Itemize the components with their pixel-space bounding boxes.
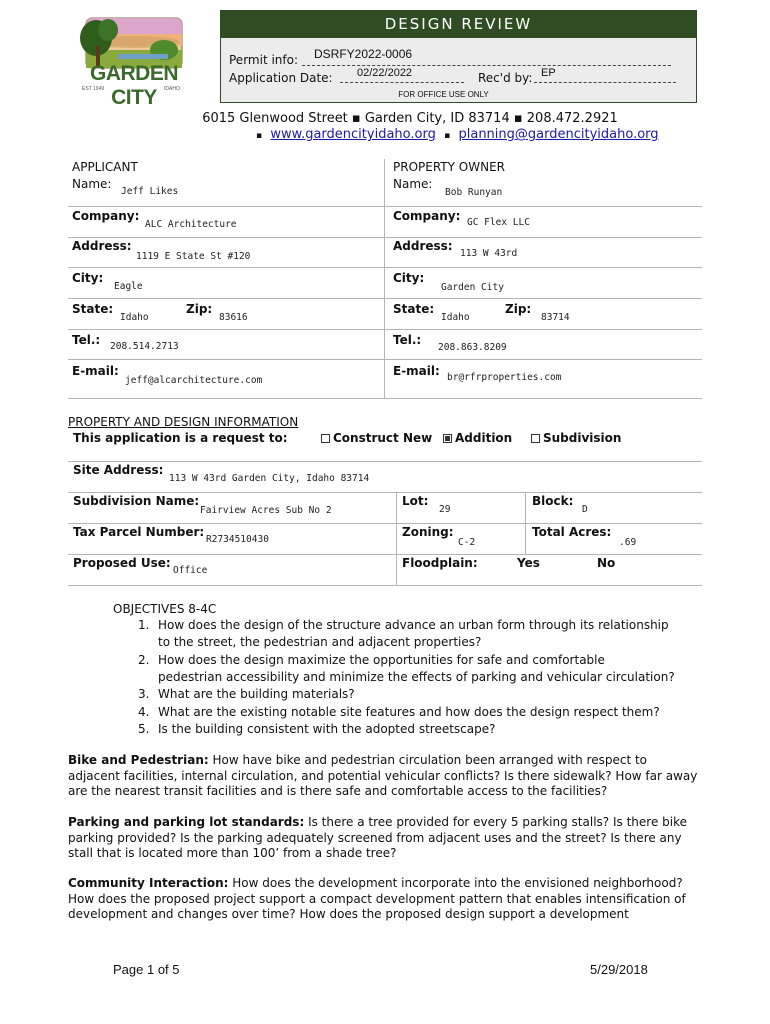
- objective-number: 2.: [138, 653, 150, 667]
- proposed-use-field[interactable]: Office: [173, 565, 208, 576]
- subdivision-name-field[interactable]: Fairview Acres Sub No 2: [200, 505, 332, 516]
- column-divider: [384, 159, 385, 398]
- applicant-company-field[interactable]: ALC Architecture: [145, 219, 237, 230]
- objective-number: 3.: [138, 687, 150, 701]
- option-subdivision[interactable]: [531, 431, 621, 445]
- floodplain-label: Floodplain:: [402, 556, 478, 570]
- objective-text: to the street, the pedestrian and adjacent properties?: [158, 635, 482, 649]
- section-title: Parking and parking lot standards:: [68, 815, 305, 829]
- section-text: Is there a tree provided for every 5 parking stalls? Is there bike parking provided? Is the parking adequately screened from adjacent uses and the street? Is there any stall that is located more than 100’ from a shade tree?: [68, 815, 687, 860]
- applicant-heading: APPLICANT: [72, 160, 138, 174]
- proposed-use-label: Proposed Use:: [73, 556, 171, 570]
- section-title: Community Interaction:: [68, 876, 229, 890]
- owner-address-field[interactable]: 113 W 43rd: [460, 248, 518, 259]
- row-divider: [68, 398, 702, 399]
- row-divider: [68, 206, 702, 207]
- row-divider: [68, 523, 702, 524]
- owner-state-label: State:: [393, 302, 435, 316]
- objectives-heading: OBJECTIVES 8-4C: [113, 602, 217, 616]
- row-divider: [68, 329, 702, 330]
- applicant-email-field[interactable]: jeff@alcarchitecture.com: [125, 375, 263, 386]
- lot-field[interactable]: 29: [439, 504, 451, 515]
- zoning-field[interactable]: C-2: [458, 537, 476, 548]
- zoning-label: Zoning:: [402, 525, 454, 539]
- objective-number: 5.: [138, 722, 150, 736]
- applicant-tel-field[interactable]: 208.514.2713: [110, 341, 179, 352]
- block-label: Block:: [532, 494, 574, 508]
- objective-text: What are the existing notable site features and how does the design respect them?: [158, 705, 660, 719]
- option-addition[interactable]: [443, 431, 512, 445]
- objective-number: 4.: [138, 705, 150, 719]
- bullet: ▪: [256, 131, 263, 141]
- total-acres-field[interactable]: .69: [619, 537, 637, 548]
- block-field[interactable]: D: [582, 504, 588, 515]
- bike-pedestrian-section: [68, 753, 698, 800]
- owner-city-label: City:: [393, 271, 425, 285]
- applicant-address-label: Address:: [72, 239, 132, 253]
- row-divider: [68, 237, 702, 238]
- objective-text: Is the building consistent with the adopted streetscape?: [158, 722, 496, 736]
- row-divider: [68, 267, 702, 268]
- applicant-city-label: City:: [72, 271, 104, 285]
- contact-links: [256, 127, 659, 142]
- page-number: Page 1 of 5: [113, 962, 180, 977]
- tax-parcel-label: Tax Parcel Number:: [73, 525, 205, 539]
- addition-checkbox[interactable]: [443, 434, 452, 443]
- lot-label: Lot:: [402, 494, 429, 508]
- website-link[interactable]: www.gardencityidaho.org: [270, 127, 436, 142]
- section-text: How does the development incorporate into the envisioned neighborhood? How does the proposed project support a compact development pattern that enables intensification of development and changes over time? How does the proposed design support a development: [68, 876, 686, 921]
- row-divider: [68, 359, 702, 360]
- logo-sub-right: IDAHO: [164, 86, 180, 92]
- addition-label: Addition: [455, 431, 513, 445]
- application-date-label: Application Date:: [229, 71, 333, 85]
- applicant-name-label: Name:: [72, 177, 112, 191]
- bullet: ▪: [444, 131, 451, 141]
- column-divider: [396, 492, 397, 585]
- footer-date: 5/29/2018: [590, 962, 648, 977]
- site-address-field[interactable]: 113 W 43rd Garden City, Idaho 83714: [169, 473, 370, 484]
- applicant-state-label: State:: [72, 302, 114, 316]
- form-title: DESIGN REVIEW: [220, 10, 697, 38]
- subdivision-label: Subdivision: [543, 431, 622, 445]
- floodplain-no[interactable]: No: [597, 556, 616, 570]
- owner-email-field[interactable]: br@rfrproperties.com: [447, 372, 562, 383]
- row-divider: [68, 585, 702, 586]
- applicant-tel-label: Tel.:: [72, 333, 101, 347]
- owner-company-field[interactable]: GC Flex LLC: [467, 217, 530, 228]
- owner-address-label: Address:: [393, 239, 453, 253]
- owner-email-label: E-mail:: [393, 364, 440, 378]
- owner-tel-field[interactable]: 208.863.8209: [438, 342, 507, 353]
- property-heading: PROPERTY AND DESIGN INFORMATION: [68, 415, 299, 429]
- row-divider: [68, 492, 702, 493]
- application-date-value[interactable]: 02/22/2022: [357, 67, 413, 79]
- parking-section: [68, 815, 698, 862]
- applicant-company-label: Company:: [72, 209, 140, 223]
- request-label: This application is a request to:: [73, 431, 288, 445]
- construct-new-checkbox[interactable]: [321, 434, 330, 443]
- subdivision-checkbox[interactable]: [531, 434, 540, 443]
- applicant-zip-field[interactable]: 83616: [219, 312, 248, 323]
- recd-by-label: Rec'd by:: [478, 71, 533, 85]
- office-address: 6015 Glenwood Street ▪ Garden City, ID 83714 ▪ 208.472.2921: [202, 111, 618, 126]
- owner-name-label: Name:: [393, 177, 433, 191]
- site-address-label: Site Address:: [73, 463, 164, 477]
- section-title: Bike and Pedestrian:: [68, 753, 209, 767]
- construct-new-label: Construct New: [333, 431, 433, 445]
- row-divider: [68, 554, 702, 555]
- objective-number: 1.: [138, 618, 150, 632]
- objective-text: How does the design of the structure advance an urban form through its relationship: [158, 618, 669, 632]
- applicant-zip-label: Zip:: [186, 302, 213, 316]
- owner-state-field[interactable]: Idaho: [441, 312, 470, 323]
- permit-info-label: Permit info:: [229, 53, 299, 67]
- email-link[interactable]: planning@gardencityidaho.org: [458, 127, 659, 142]
- applicant-email-label: E-mail:: [72, 364, 119, 378]
- applicant-address-field[interactable]: 1119 E State St #120: [136, 251, 251, 262]
- objective-text: pedestrian accessibility and minimize the effects of parking and vehicular circulation?: [158, 670, 675, 684]
- owner-zip-label: Zip:: [505, 302, 532, 316]
- community-interaction-section: [68, 876, 698, 923]
- objective-text: How does the design maximize the opportunities for safe and comfortable: [158, 653, 605, 667]
- option-construct-new[interactable]: [321, 431, 432, 445]
- owner-tel-label: Tel.:: [393, 333, 422, 347]
- logo-wordmark: GARDEN CITY: [89, 62, 178, 109]
- recd-by-value[interactable]: EP: [541, 67, 556, 79]
- tax-parcel-field[interactable]: R2734510430: [206, 534, 269, 545]
- owner-company-label: Company:: [393, 209, 461, 223]
- applicant-city-field[interactable]: Eagle: [114, 281, 143, 292]
- logo-sub-left: EST 1949: [82, 86, 105, 92]
- applicant-name-field[interactable]: Jeff Likes: [121, 186, 179, 197]
- owner-name-field[interactable]: Bob Runyan: [445, 187, 503, 198]
- office-use-note: FOR OFFICE USE ONLY: [398, 90, 489, 99]
- owner-zip-field[interactable]: 83714: [541, 312, 570, 323]
- owner-heading: PROPERTY OWNER: [393, 160, 505, 174]
- floodplain-yes[interactable]: Yes: [517, 556, 540, 570]
- section-text: How have bike and pedestrian circulation been arranged with respect to adjacent facilities, internal circulation, and potential vehicular conflicts? Is there sidewalk? How far away are the nearest transit facilities and is there safe and comfortable access to the facilities?: [68, 753, 698, 798]
- permit-info-value[interactable]: DSRFY2022-0006: [314, 47, 413, 61]
- owner-city-field[interactable]: Garden City: [441, 282, 504, 293]
- row-divider: [68, 461, 702, 462]
- row-divider: [68, 298, 702, 299]
- total-acres-label: Total Acres:: [532, 525, 612, 539]
- objective-text: What are the building materials?: [158, 687, 355, 701]
- column-divider: [525, 492, 526, 554]
- subdivision-name-label: Subdivision Name:: [73, 494, 200, 508]
- applicant-state-field[interactable]: Idaho: [120, 312, 149, 323]
